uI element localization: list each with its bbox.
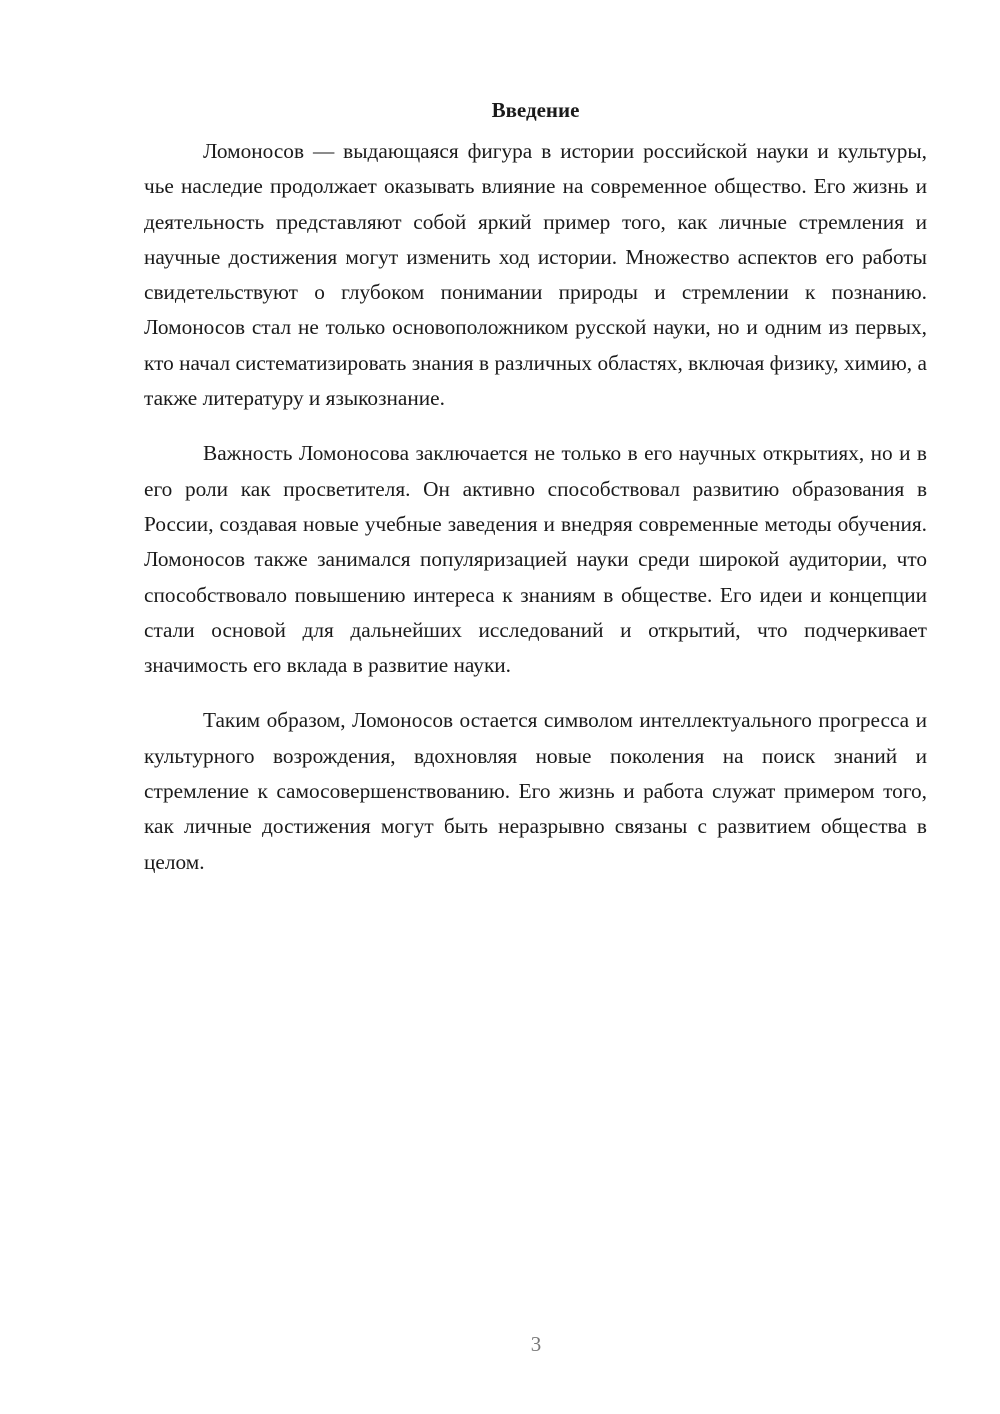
section-heading: Введение xyxy=(491,98,580,122)
page-content xyxy=(144,92,927,900)
paragraph-3: Таким образом, Ломоносов остается символом интеллектуального прогресса и культурного возрождения, вдохновляя новые поколения на поиск знаний и стремление к самосовершенствованию. Его жизнь и работа служат примером того, как личные достижения могут быть неразрывно связаны с развитием общества в целом. xyxy=(144,708,927,874)
page-number: 3 xyxy=(530,1332,542,1356)
paragraph-2: Важность Ломоносова заключается не только в его научных открытиях, но и в его роли как просветителя. Он активно способствовал развитию образования в России, создавая новые учебные заведения и внедряя современные методы обучения. Ломоносов также занимался популяризацией науки среди широкой аудитории, что способствовало повышению интереса к знаниям в обществе. Его идеи и концепции стали основой для дальнейших исследований и открытий, что подчеркивает значимость его вклада в развитие науки. xyxy=(144,441,927,678)
paragraph-1: Ломоносов — выдающаяся фигура в истории российской науки и культуры, чье наследие продолжает оказывать влияние на современное общество. Его жизнь и деятельность представляют собой яркий пример того, как личные стремления и научные достижения могут изменить ход истории. Множество аспектов его работы свидетельствуют о глубоком понимании природы и стремлении к познанию. Ломоносов стал не только основоположником русской науки, но и одним из первых, кто начал систематизировать знания в различных областях, включая физику, химию, а также литературу и языкознание. xyxy=(144,139,927,411)
